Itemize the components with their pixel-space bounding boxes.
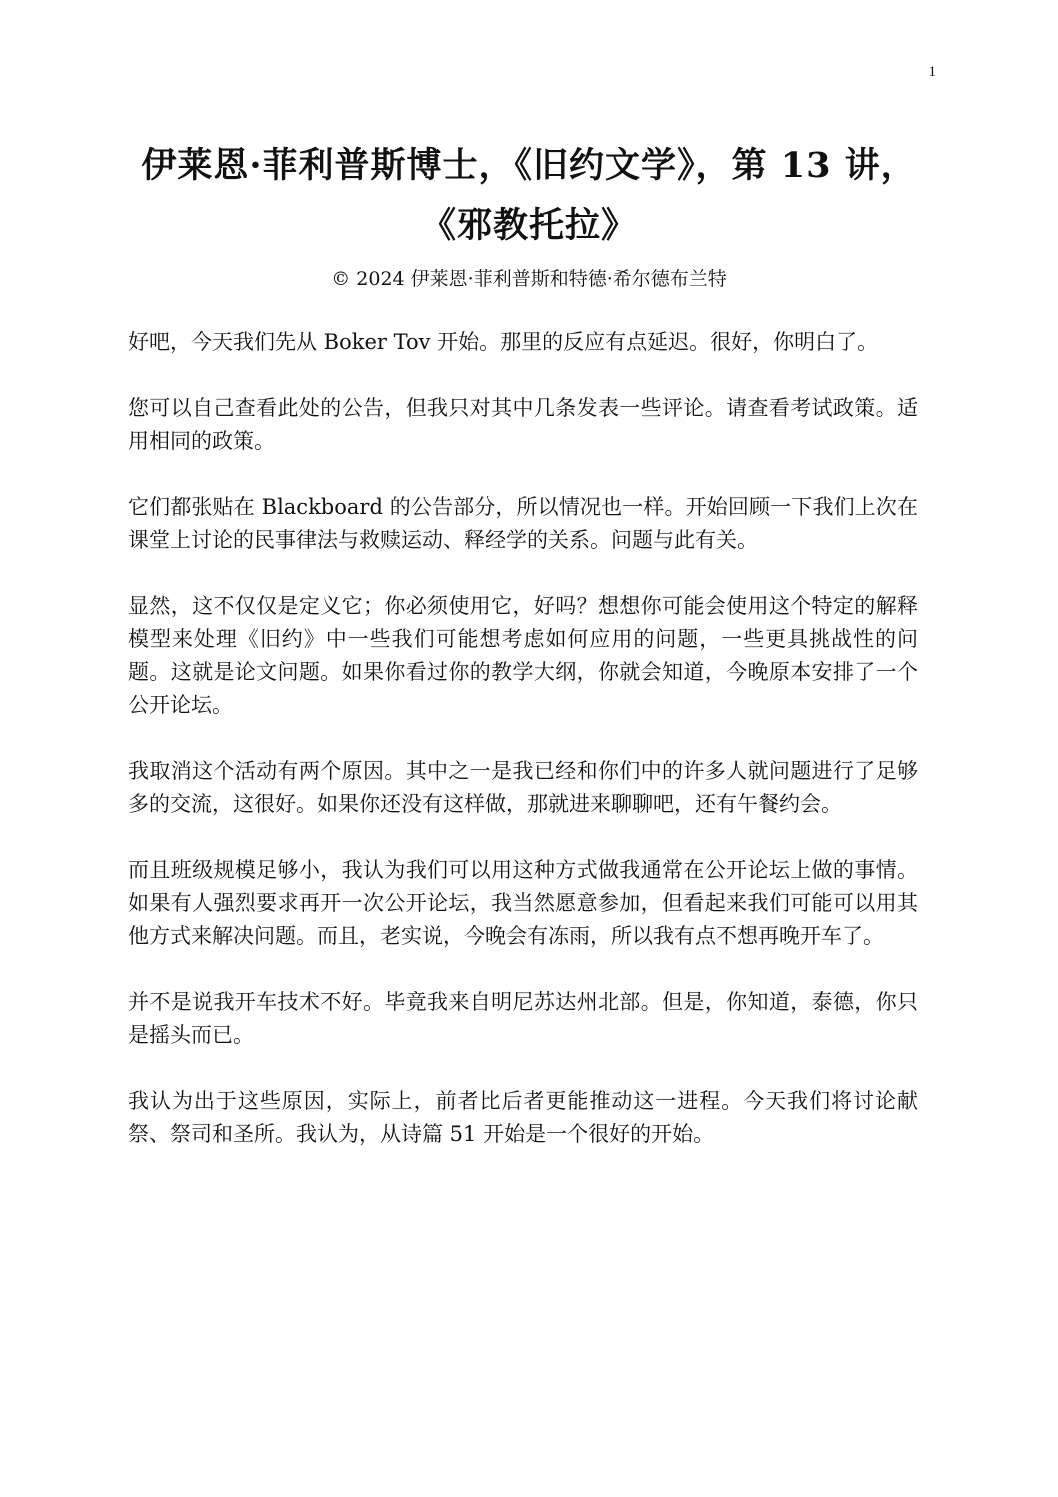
page-number: 1 [928,64,936,80]
paragraph: 好吧，今天我们先从 Boker Tov 开始。那里的反应有点延迟。很好，你明白了。 [128,330,879,354]
copyright-line: © 2024 伊莱恩·菲利普斯和特德·希尔德布兰特 [331,268,727,290]
paragraph: 并不是说我开车技术不好。毕竟我来自明尼苏达州北部。但是，你知道，泰德，你只是摇头而已。 [128,990,918,1047]
paragraph: 而且班级规模足够小，我认为我们可以用这种方式做我通常在公开论坛上做的事情。如果有人强烈要求再开一次公开论坛，我当然愿意参加，但看起来我们可能可以用其他方式来解决问题。而且，老实说，今晚会有冻雨，所以我有点不想再晚开车了。 [128,858,918,948]
paragraph: 我认为出于这些原因，实际上，前者比后者更能推动这一进程。今天我们将讨论献祭、祭司和圣所。我认为，从诗篇 51 开始是一个很好的开始。 [128,1089,918,1146]
paragraph: 我取消这个活动有两个原因。其中之一是我已经和你们中的许多人就问题进行了足够多的交流，这很好。如果你还没有这样做，那就进来聊聊吧，还有午餐约会。 [128,759,918,816]
paragraph: 您可以自己查看此处的公告，但我只对其中几条发表一些评论。请查看考试政策。适用相同的政策。 [128,396,918,453]
paragraph: 显然，这不仅仅是定义它；你必须使用它，好吗？想想你可能会使用这个特定的解释模型来处理《旧约》中一些我们可能想考虑如何应用的问题，一些更具挑战性的问题。这就是论文问题。如果你看过你的教学大纲，你就会知道，今晚原本安排了一个公开论坛。 [128,594,918,717]
document-title: 伊莱恩·菲利普斯博士，《旧约文学》，第 13 讲，《邪教托拉》 [141,145,917,246]
paragraph: 它们都张贴在 Blackboard 的公告部分，所以情况也一样。开始回顾一下我们上次在课堂上讨论的民事律法与救赎运动、释经学的关系。问题与此有关。 [128,495,918,552]
body-text [128,326,918,1184]
